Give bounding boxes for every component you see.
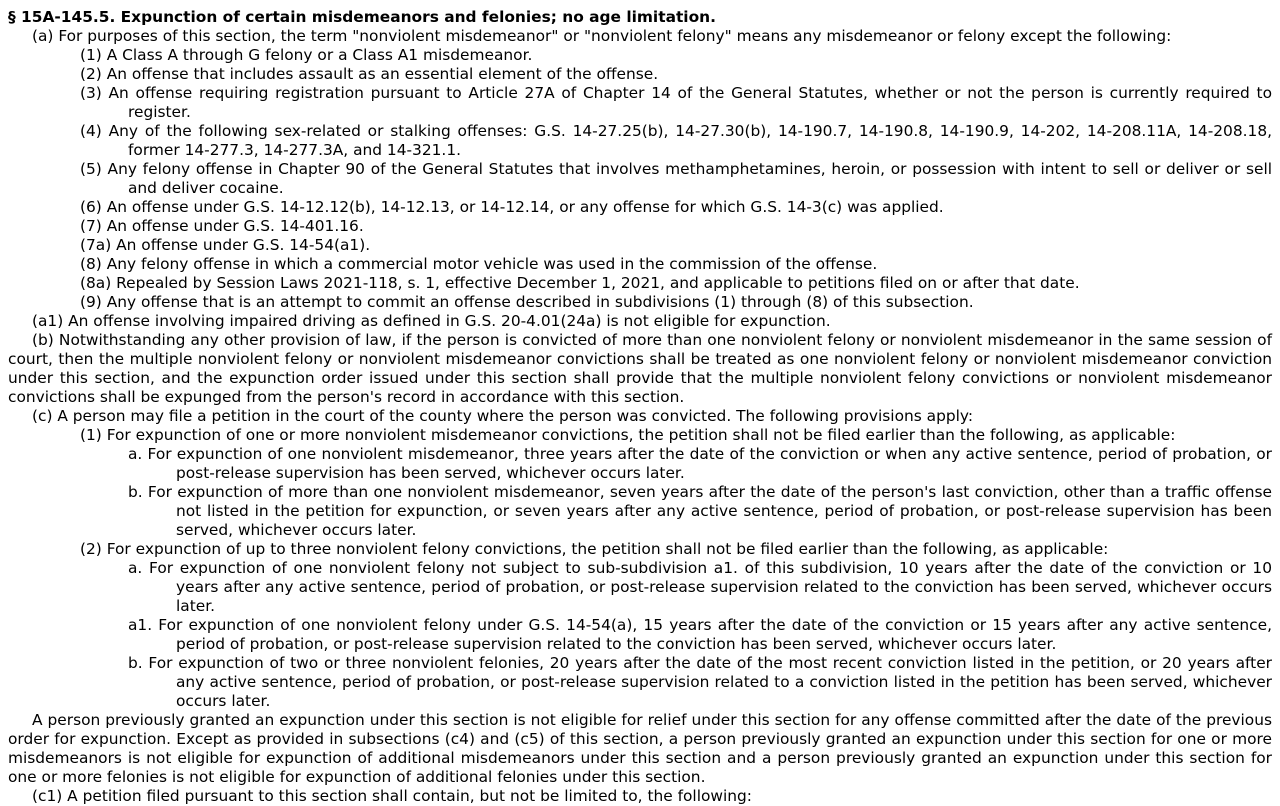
- statute-document: [8, 8, 1272, 806]
- sub-subdivision-c-2-b: b. For expunction of two or three nonviolent felonies, 20 years after the date of the most recent conviction listed in the petition, or 20 years after any active sentence, period of probation, or post-release supervision related to a conviction listed in the petition has been served, whichever occurs later.: [128, 654, 1272, 710]
- subdivision-a-8: (8) Any felony offense in which a commercial motor vehicle was used in the commission of the offense.: [80, 255, 878, 273]
- sub-subdivision-c-1-b: b. For expunction of more than one nonviolent misdemeanor, seven years after the date of the person's last conviction, other than a traffic offense not listed in the petition for expunction, or seven years after any active sentence, period of probation, or post-release supervision has been served, whichever occurs later.: [128, 483, 1272, 539]
- subdivision-a-8a: (8a) Repealed by Session Laws 2021-118, s. 1, effective December 1, 2021, and applicable to petitions filed on or after that date.: [80, 274, 1080, 292]
- subdivision-a-9: (9) Any offense that is an attempt to commit an offense described in subdivisions (1) through (8) of this subsection.: [80, 293, 974, 311]
- subsection-c: (c) A person may file a petition in the court of the county where the person was convicted. The following provisions apply:: [32, 407, 974, 425]
- subdivision-a-3: (3) An offense requiring registration pursuant to Article 27A of Chapter 14 of the General Statutes, whether or not the person is currently required to register.: [80, 84, 1272, 121]
- subsection-c1: (c1) A petition filed pursuant to this section shall contain, but not be limited to, the following:: [32, 787, 752, 805]
- subdivision-c-1: (1) For expunction of one or more nonviolent misdemeanor convictions, the petition shall not be filed earlier than the following, as applicable:: [80, 426, 1176, 444]
- subdivision-a-5: (5) Any felony offense in Chapter 90 of the General Statutes that involves methamphetamines, heroin, or possession with intent to sell or deliver or sell and deliver cocaine.: [80, 160, 1272, 197]
- subdivision-a-1: (1) A Class A through G felony or a Class A1 misdemeanor.: [80, 46, 533, 64]
- subsection-b: (b) Notwithstanding any other provision of law, if the person is convicted of more than one nonviolent felony or nonviolent misdemeanor in the same session of court, then the multiple nonviolent felony or nonviolent misdemeanor convictions shall be treated as one nonviolent felony or nonviolent misdemeanor conviction under this section, and the expunction order issued under this section shall provide that the multiple nonviolent felony convictions or nonviolent misdemeanor convictions shall be expunged from the person's record in accordance with this section.: [8, 331, 1272, 406]
- subsection-a1: (a1) An offense involving impaired driving as defined in G.S. 20-4.01(24a) is not eligible for expunction.: [32, 312, 831, 330]
- subdivision-c-2: (2) For expunction of up to three nonviolent felony convictions, the petition shall not be filed earlier than the following, as applicable:: [80, 540, 1109, 558]
- subsection-c-closing-paragraph: A person previously granted an expunction under this section is not eligible for relief under this section for any offense committed after the date of the previous order for expunction. Except as provided in subsections (c4) and (c5) of this section, a person previously granted an expunction under this section for one or more misdemeanors is not eligible for expunction of additional misdemeanors under this section and a person previously granted an expunction under this section for one or more felonies is not eligible for expunction of additional felonies under this section.: [8, 711, 1272, 786]
- subdivision-a-6: (6) An offense under G.S. 14-12.12(b), 14-12.13, or 14-12.14, or any offense for which G.S. 14-3(c) was applied.: [80, 198, 944, 216]
- subdivision-a-2: (2) An offense that includes assault as an essential element of the offense.: [80, 65, 659, 83]
- subdivision-a-7a: (7a) An offense under G.S. 14-54(a1).: [80, 236, 371, 254]
- subdivision-a-7: (7) An offense under G.S. 14-401.16.: [80, 217, 364, 235]
- subdivision-a-4: (4) Any of the following sex-related or stalking offenses: G.S. 14-27.25(b), 14-27.30(b), 14-190.7, 14-190.8, 14-190.9, 14-202, 14-208.11A, 14-208.18, former 14-277.3, 14-277.3A, and 14-321.1.: [80, 122, 1272, 159]
- sub-subdivision-c-1-a: a. For expunction of one nonviolent misdemeanor, three years after the date of the conviction or when any active sentence, period of probation, or post-release supervision has been served, whichever occurs later.: [128, 445, 1272, 482]
- section-heading: § 15A-145.5. Expunction of certain misdemeanors and felonies; no age limitation.: [8, 8, 716, 26]
- sub-subdivision-c-2-a: a. For expunction of one nonviolent felony not subject to sub-subdivision a1. of this subdivision, 10 years after the date of the conviction or 10 years after any active sentence, period of probation, or post-release supervision related to the conviction has been served, whichever occurs later.: [128, 559, 1272, 615]
- sub-subdivision-c-2-a1: a1. For expunction of one nonviolent felony under G.S. 14-54(a), 15 years after the date of the conviction or 15 years after any active sentence, period of probation, or post-release supervision related to the conviction has been served, whichever occurs later.: [128, 616, 1272, 653]
- subsection-a: (a) For purposes of this section, the term "nonviolent misdemeanor" or "nonviolent felony" means any misdemeanor or felony except the following:: [32, 27, 1172, 45]
